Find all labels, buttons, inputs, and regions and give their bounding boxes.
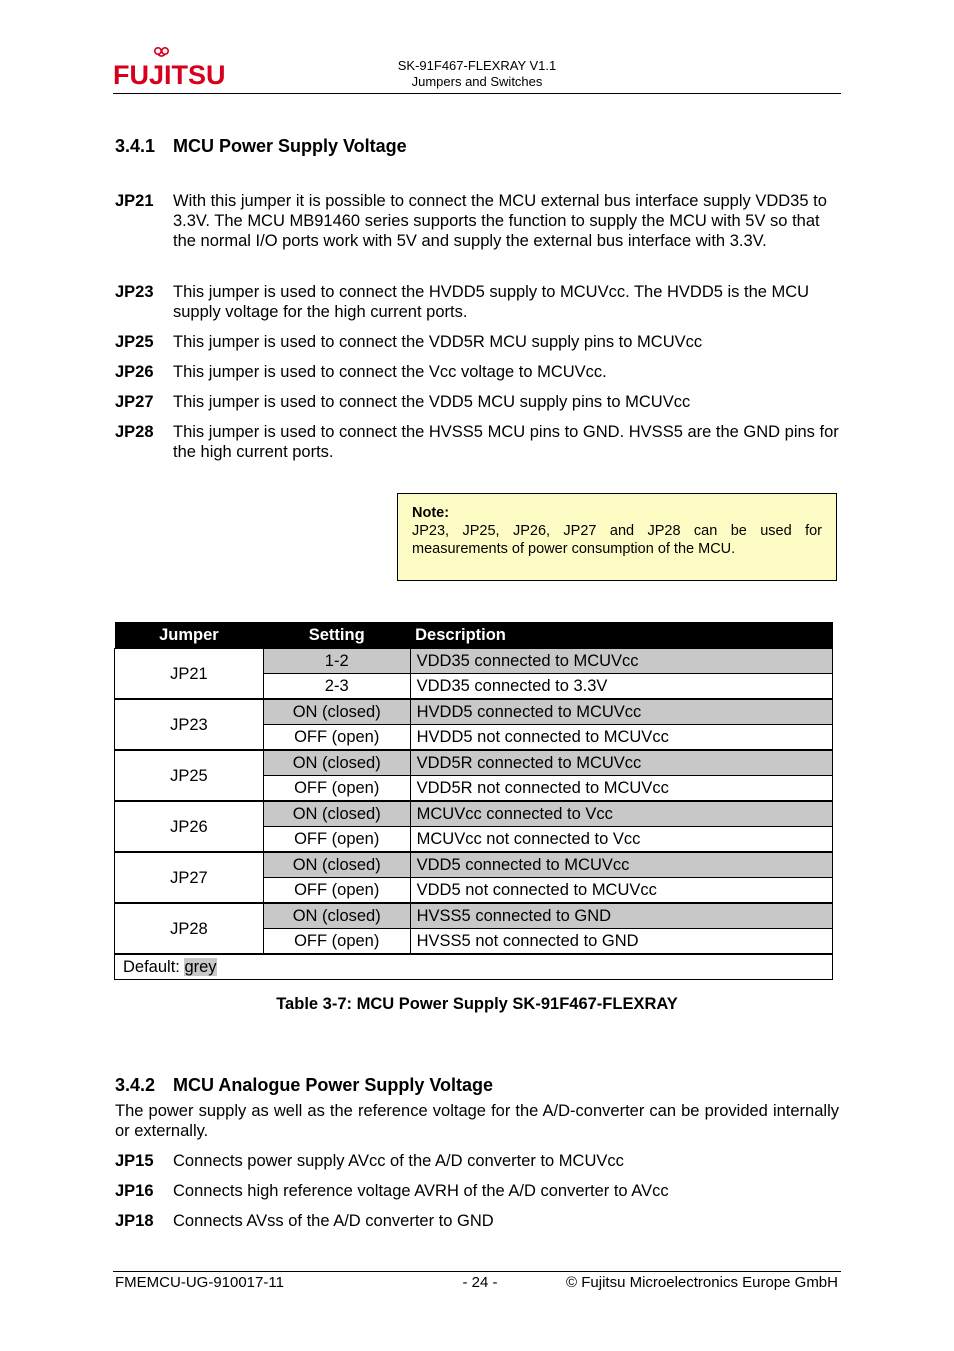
table-row (115, 903, 833, 929)
table-row (115, 750, 833, 776)
jumper-description: Connects power supply AVcc of the A/D converter to MCUVcc (173, 1152, 624, 1170)
description-cell: HVDD5 connected to MCUVcc (410, 699, 832, 725)
jumper-item-jp18 (115, 1211, 840, 1231)
description-cell: VDD35 connected to 3.3V (410, 674, 832, 700)
jumper-label: JP27 (115, 393, 154, 411)
note-text-line2: measurements of power consumption of the MCU. (412, 541, 736, 557)
jumper-description: This jumper is used to connect the HVDD5 supply to MCUVcc. The HVDD5 is the MCU supply voltage for the high current ports. (173, 283, 810, 321)
note-title: Note: (412, 505, 450, 521)
setting-cell: ON (closed) (263, 852, 410, 878)
document-subtitle: Jumpers and Switches (411, 74, 543, 89)
footer-rule (113, 1271, 841, 1272)
section-intro-paragraph: The power supply as well as the reference voltage for the A/D-converter can be provided internally or externally. (115, 1102, 839, 1140)
setting-cell: ON (closed) (263, 750, 410, 776)
description-cell: VDD5R not connected to MCUVcc (410, 776, 832, 802)
jumper-item-jp28 (115, 422, 840, 462)
jumper-item-jp21 (115, 191, 840, 251)
section-heading-342 (115, 1075, 493, 1096)
table-row (115, 852, 833, 878)
jumper-label: JP28 (115, 423, 154, 441)
jumper-item-jp16 (115, 1181, 840, 1201)
setting-cell: OFF (open) (263, 827, 410, 853)
description-cell: VDD5 not connected to MCUVcc (410, 878, 832, 904)
jumper-label: JP23 (115, 283, 154, 301)
footer-page-number: - 24 - (462, 1274, 498, 1291)
description-cell: HVSS5 not connected to GND (410, 929, 832, 955)
jumper-item-jp23 (115, 282, 840, 322)
setting-cell: OFF (open) (263, 878, 410, 904)
jumper-item-jp26 (115, 362, 840, 382)
description-cell: HVSS5 connected to GND (410, 903, 832, 929)
description-cell: VDD5R connected to MCUVcc (410, 750, 832, 776)
setting-cell: 1-2 (263, 649, 410, 674)
jumper-item-jp27 (115, 392, 840, 412)
jumper-label: JP21 (115, 192, 154, 210)
setting-cell: ON (closed) (263, 699, 410, 725)
footer-copyright: © Fujitsu Microelectronics Europe GmbH (566, 1274, 838, 1291)
section-title: MCU Power Supply Voltage (173, 136, 407, 156)
table-caption: Table 3-7: MCU Power Supply SK-91F467-FLEXRAY (276, 995, 678, 1013)
note-box (397, 493, 837, 581)
jumper-item-jp15 (115, 1151, 840, 1171)
table-row (115, 649, 833, 674)
description-cell: MCUVcc connected to Vcc (410, 801, 832, 827)
column-header-setting: Setting (263, 622, 410, 649)
jumper-settings-table (114, 622, 833, 980)
jumper-description: Connects AVss of the A/D converter to GND (173, 1212, 494, 1230)
column-header-description: Description (410, 622, 832, 649)
jumper-cell: JP26 (115, 801, 264, 852)
jumper-cell: JP27 (115, 852, 264, 903)
setting-cell: ON (closed) (263, 801, 410, 827)
section-title: MCU Analogue Power Supply Voltage (173, 1075, 494, 1095)
table-header-row (115, 622, 833, 649)
svg-text:FUJITSU: FUJITSU (113, 60, 226, 90)
jumper-label: JP18 (115, 1212, 154, 1230)
description-cell: MCUVcc not connected to Vcc (410, 827, 832, 853)
jumper-description: This jumper is used to connect the HVSS5 MCU pins to GND. HVSS5 are the GND pins for the high current ports. (173, 423, 839, 461)
description-cell: HVDD5 not connected to MCUVcc (410, 725, 832, 751)
table-row (115, 801, 833, 827)
footer-document-id: FMEMCU-UG-910017-11 (115, 1274, 284, 1291)
jumper-cell: JP23 (115, 699, 264, 750)
jumper-cell: JP21 (115, 649, 264, 700)
jumper-item-jp25 (115, 332, 840, 352)
jumper-cell: JP28 (115, 903, 264, 954)
section-heading-341 (115, 136, 407, 157)
jumper-cell: JP25 (115, 750, 264, 801)
jumper-description: With this jumper it is possible to connect the MCU external bus interface supply VDD35 to 3.3V. The MCU MB91460 series supports the function to supply the MCU with 5V so that the normal I/O ports work with 5V and supply the external bus interface with 3.3V. (173, 192, 827, 250)
description-cell: VDD5 connected to MCUVcc (410, 852, 832, 878)
header-rule (113, 93, 841, 94)
setting-cell: OFF (open) (263, 776, 410, 802)
setting-cell: 2-3 (263, 674, 410, 700)
jumper-label: JP26 (115, 363, 154, 381)
description-cell: VDD35 connected to MCUVcc (410, 649, 832, 674)
fujitsu-logo (112, 44, 226, 92)
jumper-label: JP15 (115, 1152, 154, 1170)
default-note-cell (115, 954, 833, 980)
jumper-description: This jumper is used to connect the VDD5 MCU supply pins to MCUVcc (173, 393, 691, 411)
jumper-description: This jumper is used to connect the VDD5R MCU supply pins to MCUVcc (173, 333, 703, 351)
section-number: 3.4.1 (115, 136, 156, 156)
table-row (115, 699, 833, 725)
jumper-label: JP25 (115, 333, 154, 351)
default-value: grey (184, 958, 217, 976)
setting-cell: OFF (open) (263, 725, 410, 751)
note-text-line1: JP23, JP25, JP26, JP27 and JP28 can be used for (412, 523, 822, 539)
default-label: Default: (123, 958, 185, 976)
jumper-description: Connects high reference voltage AVRH of the A/D converter to AVcc (173, 1182, 669, 1200)
setting-cell: ON (closed) (263, 903, 410, 929)
document-title: SK-91F467-FLEXRAY V1.1 (397, 58, 557, 73)
setting-cell: OFF (open) (263, 929, 410, 955)
jumper-description: This jumper is used to connect the Vcc voltage to MCUVcc. (173, 363, 607, 381)
jumper-label: JP16 (115, 1182, 154, 1200)
default-row (115, 954, 833, 980)
column-header-jumper: Jumper (115, 622, 264, 649)
section-number: 3.4.2 (115, 1075, 156, 1095)
